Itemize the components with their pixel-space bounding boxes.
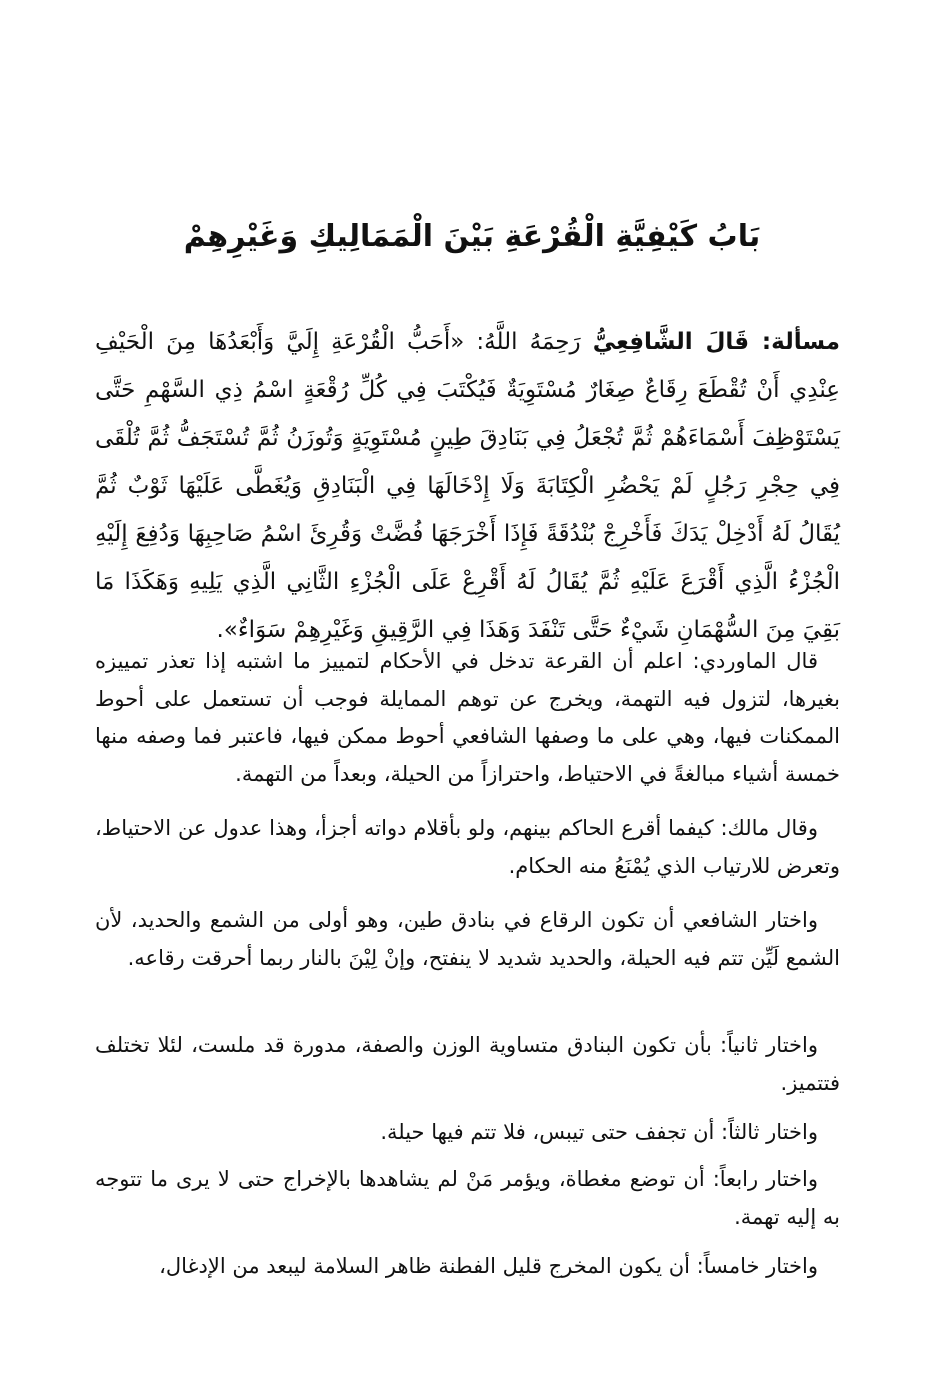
- mawardi-paragraph: قال الماوردي: اعلم أن القرعة تدخل في الأحكام لتمييز ما اشتبه إذا تعذر تمييزه بغيرها، لتزول فيه التهمة، ويخرج عن توهم الممايلة فوجب أن تستعمل على أحوط الممكنات فيها، وهي على ما وصفها الشافعي أحوط ممكن فيها، فاعتبر فما وصفه منها خمسة أشياء مبالغةً في الاحتياط، واحترازاً من الحيلة، وبعداً من التهمة.: [95, 649, 840, 786]
- masala-lead: مسألة: قَالَ الشَّافِعِيُّ: [592, 329, 840, 355]
- malik-paragraph: وقال مالك: كيفما أقرع الحاكم بينهم، ولو بأقلام دواته أجزأ، وهذا عدول عن الاحتياط، وتعرض للارتياب الذي يُمْنَعُ منه الحكام.: [95, 816, 840, 878]
- third-choice-paragraph: واختار ثالثاً: أن تجفف حتى تيبس، فلا تتم فيها حيلة.: [380, 1120, 818, 1144]
- second-choice-paragraph: واختار ثانياً: بأن تكون البنادق متساوية الوزن والصفة، مدورة قد ملست، لئلا تختلف فتتميز.: [95, 1033, 840, 1095]
- chapter-title: بَابُ كَيْفِيَّةِ الْقُرْعَةِ بَيْنَ الْمَمَالِيكِ وَغَيْرِهِمْ: [183, 219, 761, 254]
- first-choice-paragraph: واختار الشافعي أن تكون الرقاع في بنادق طين، وهو أولى من الشمع والحديد، لأن الشمع لَيِّن تتم فيه الحيلة، والحديد شديد لا ينفتح، وإنْ لِيْنَ بالنار ربما أحرقت رقاعه.: [95, 908, 840, 970]
- fifth-choice-paragraph: واختار خامساً: أن يكون المخرج قليل الفطنة ظاهر السلامة ليبعد من الإدغال،: [159, 1254, 818, 1278]
- masala-paragraph: [95, 318, 840, 654]
- masala-text: رَحِمَهُ اللَّهُ: «أَحَبُّ الْقُرْعَةِ إِلَيَّ وَأَبْعَدُهَا مِنَ الْحَيْفِ عِنْدِي أَنْ تُقْطَعَ رِقَاعٌ صِغَارٌ مُسْتَوِيَةٌ فَيُكْتَبَ فِي كُلِّ رُقْعَةٍ اسْمُ ذِي السَّهْمِ حَتَّى يَسْتَوْظِفَ أَسْمَاءَهُمْ ثُمَّ تُجْعَلُ فِي بَنَادِقَ طِينٍ مُسْتَوِيَةٍ وَتُوزَنُ ثُمَّ تُسْتَجَفُّ ثُمَّ تُلْقَى فِي حِجْرِ رَجُلٍ لَمْ يَحْضُرِ الْكِتَابَةَ وَلَا إِدْخَالَهَا فِي الْبَنَادِقِ وَيُغَطَّى عَلَيْهَا ثَوْبٌ ثُمَّ يُقَالُ لَهُ أَدْخِلْ يَدَكَ فَأَخْرِجْ بُنْدُقَةً فَإِذَا أَخْرَجَهَا فُضَّتْ وَقُرِئَ اسْمُ صَاحِبِهَا وَدُفِعَ إِلَيْهِ الْجُزْءُ الَّذِي أَقْرَعَ عَلَيْهِ ثُمَّ يُقَالُ لَهُ أَقْرِعْ عَلَى الْجُزْءِ الثَّانِي الَّذِي يَلِيهِ وَهَكَذَا مَا بَقِيَ مِنَ السُّهْمَانِ شَيْءٌ حَتَّى تَنْفَدَ وَهَذَا فِي الرَّقِيقِ وَغَيْرِهِمْ سَوَاءٌ».: [95, 329, 840, 643]
- fourth-choice-paragraph: واختار رابعاً: أن توضع مغطاة، ويؤمر مَنْ لم يشاهدها بالإخراج حتى لا يرى ما تتوجه به إليه تهمة.: [95, 1167, 840, 1229]
